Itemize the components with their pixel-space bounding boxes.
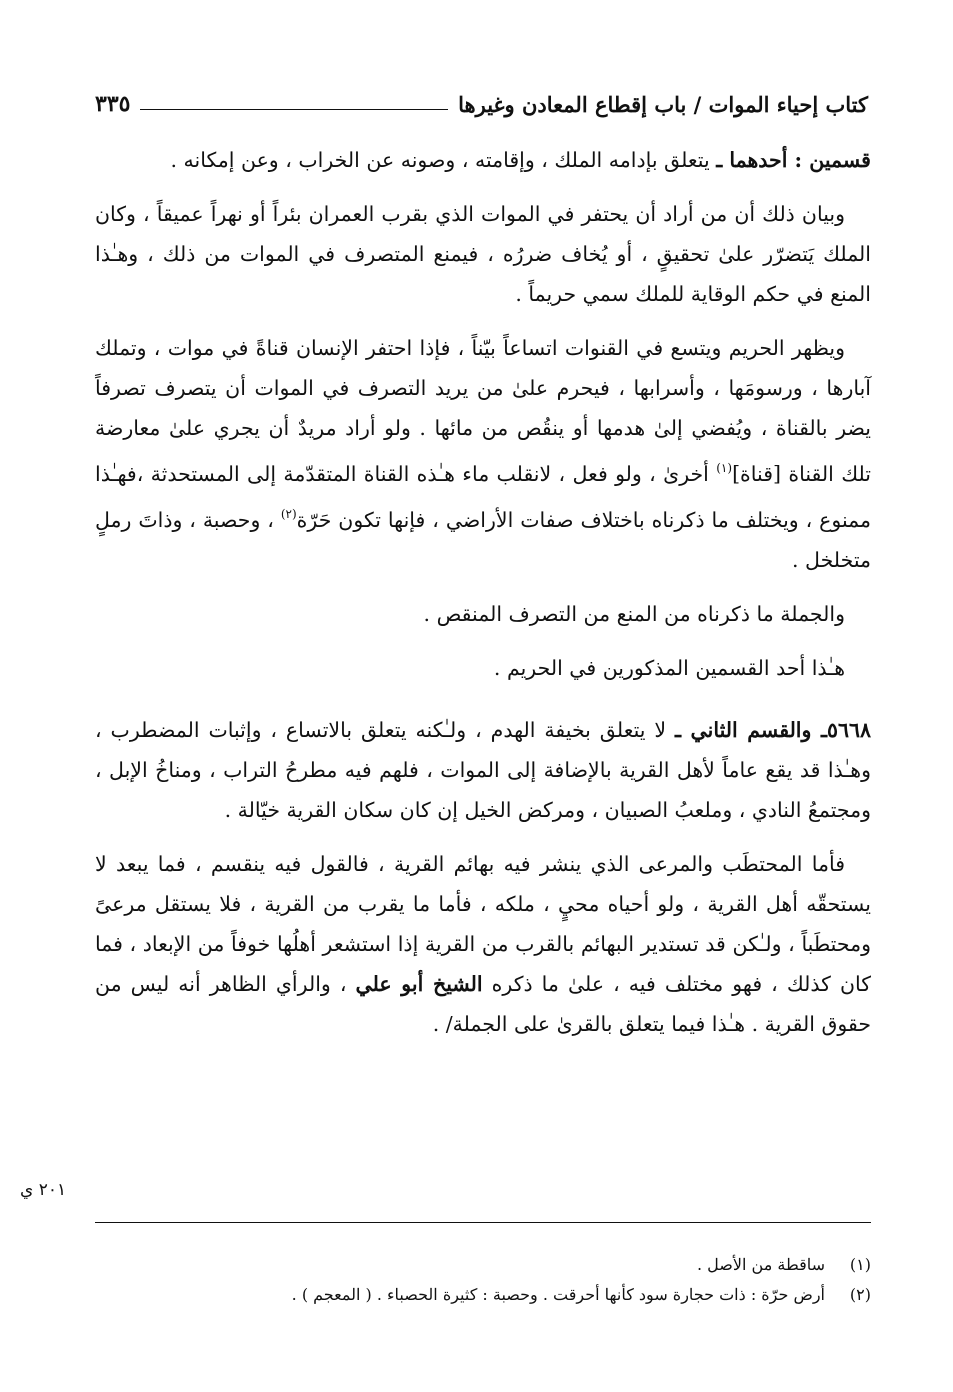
footnote-1-number: (١) <box>849 1255 871 1274</box>
paragraph-7-part-b: ، والرأي الظاهر أنه ليس من حقوق القرية . هـٰذا فيما يتعلق بالقرىٰ على الجملة/ . <box>95 972 871 1036</box>
main-text <box>95 140 871 1058</box>
section-heading-5668: ٥٦٦٨ـ والقسم الثاني ـ <box>675 718 871 742</box>
margin-note: ٢٠١ ي <box>20 1180 67 1200</box>
paragraph-7 <box>95 844 871 1044</box>
paragraph-3-part-a: ويظهر الحريم ويتسع في القنوات اتساعاً بيّناً ، فإذا احتفر الإنسان قناةً في موات ، وتملك آبارها ، ورسومَها ، وأسرابها ، فيحرم علىٰ من يريد التصرف في الموات أن يتصرف تصرفاً يضر بالقناة ، ويُفضي إلىٰ هدمها أو ينقُص من مائها . ولو أراد مريدٌ أن يجري علىٰ معارضة تلك القناة [قناة] <box>95 336 871 486</box>
footnote-2-number: (٢) <box>849 1285 871 1304</box>
running-header <box>95 86 868 122</box>
footnote-2-text: أرض حرّة : ذات حجارة سود كأنها أحرقت . وحصبة : كثيرة الحصباء . ( المعجم ) . <box>291 1285 825 1304</box>
paragraph-7-name: الشيخ أبو علي <box>355 972 483 996</box>
paragraph-4: والجملة ما ذكرناه من المنع من التصرف المنقص . <box>423 602 845 626</box>
paragraph-6 <box>95 710 871 830</box>
footnotes <box>95 1250 871 1310</box>
footnote-1 <box>95 1250 871 1280</box>
header-title: كتاب إحياء الموات / باب إقطاع المعادن وغيرها <box>458 91 868 117</box>
page-number: ٣٣٥ <box>95 91 131 117</box>
paragraph-5: هـٰذا أحد القسمين المذكورين في الحريم . <box>493 656 845 680</box>
paragraph-3-part-b: أخرىٰ ، ولو فعل ، لانقلب ماء هـٰذه القناة المتقدّمة إلى المستحدثة ،فهـٰذا ممنوع ، ويختلف ما ذكرناه باختلاف صفات الأراضي ، فإنها تكون حَرّة <box>95 462 871 532</box>
paragraph-7-part-a: فأما المحتطَب والمرعى الذي ينشر فيه بهائم القرية ، فالقول فيه ينقسم ، فما يبعد لا يستحقّه أهل القرية ، ولو أحياه محيٍ ، ملكه ، فأما ما يقرب من القرية ، فلا يستقل مرعىً ومحتطَباً ، ولـٰكن قد تستدير البهائم بالقرب من القرية إذا استشعر أهلُها خوفاً من الإبعاد ، فما كان كذلك ، فهو مختلف فيه ، علىٰ ما ذكره <box>95 852 872 996</box>
header-rule <box>140 109 448 110</box>
footnote-ref-2[interactable]: (٢) <box>280 507 297 521</box>
paragraph-2: وبيان ذلك أن من أراد أن يحتفر في الموات الذي بقرب العمران بئراً أو نهراً عميقاً ، وكان الملك يَتضرّر علىٰ تحقيقٍ ، أو يُخاف ضررُه ، فيمنع المتصرف في الموات من ذلك ، وهـٰذا المنع في حكم الوقاية للملك سمي حريماً . <box>95 202 871 306</box>
footnote-ref-1[interactable]: (١) <box>716 461 733 475</box>
footnote-1-text: ساقطة من الأصل . <box>697 1255 825 1274</box>
paragraph-1-text: يتعلق بإدامه الملك ، وإقامته ، وصونه عن الخراب ، وعن إمكانه . <box>170 148 710 172</box>
paragraph-1-lead: قسمين : أحدهما ـ <box>716 148 871 172</box>
paragraph-1 <box>95 140 871 180</box>
footnote-2 <box>95 1280 871 1310</box>
footnote-rule <box>95 1222 871 1223</box>
paragraph-6-text: لا يتعلق بخيفة الهدم ، ولـٰكنه يتعلق بالاتساع ، وإثبات المضطرب ، وهـٰذا قد يقع عاماً لأهل القرية بالإضافة إلى الموات ، فلهم فيه مطرحُ التراب ، ومناخُ الإبل ، ومجتمعُ النادي ، وملعبُ الصبيان ، ومركض الخيل إن كان سكان القرية خيّالة . <box>95 718 871 822</box>
paragraph-3 <box>95 328 871 580</box>
paragraph-3-part-c: ، وحصبة ، وذاتَ رملٍ متخلخل . <box>95 508 871 572</box>
